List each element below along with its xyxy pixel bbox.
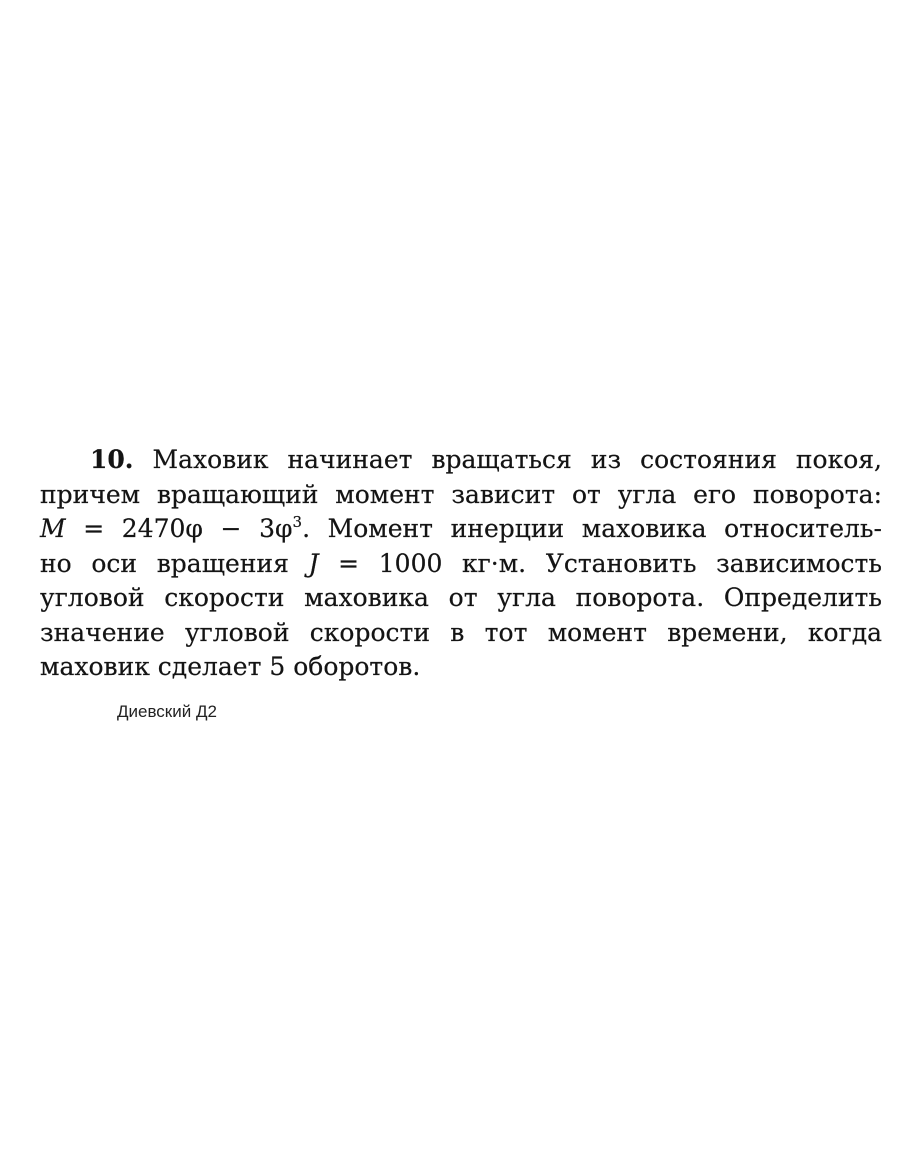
- torque-symbol: M: [40, 514, 66, 543]
- problem-number: 10.: [90, 445, 134, 474]
- source-label: Диевский Д2: [117, 702, 217, 721]
- problem-line-4: но оси вращения J = 1000 кг·м. Установить зависимость: [40, 548, 882, 578]
- problem-line-5: угловой скорости маховика от угла поворота. Определить: [40, 583, 882, 612]
- problem-line-7: маховик сделает 5 оборотов.: [40, 652, 421, 681]
- problem-line-2: причем вращающий момент зависит от угла его поворота:: [40, 479, 882, 509]
- problem-text: [40, 443, 882, 685]
- formula-tail: . Момент инерции маховика относитель-: [302, 514, 882, 543]
- problem-line-6: значение угловой скорости в тот момент времени, когда: [40, 617, 882, 647]
- problem-line-1: 10. Маховик начинает вращаться из состояния покоя,: [90, 445, 882, 474]
- problem-line-3-formula: [40, 512, 882, 547]
- formula-exponent: 3: [292, 513, 303, 531]
- inertia-symbol: J: [308, 548, 319, 578]
- torque-formula: = 2470φ − 3φ: [65, 514, 293, 543]
- inertia-value: = 1000 кг·м. Установить зависимость: [318, 548, 882, 578]
